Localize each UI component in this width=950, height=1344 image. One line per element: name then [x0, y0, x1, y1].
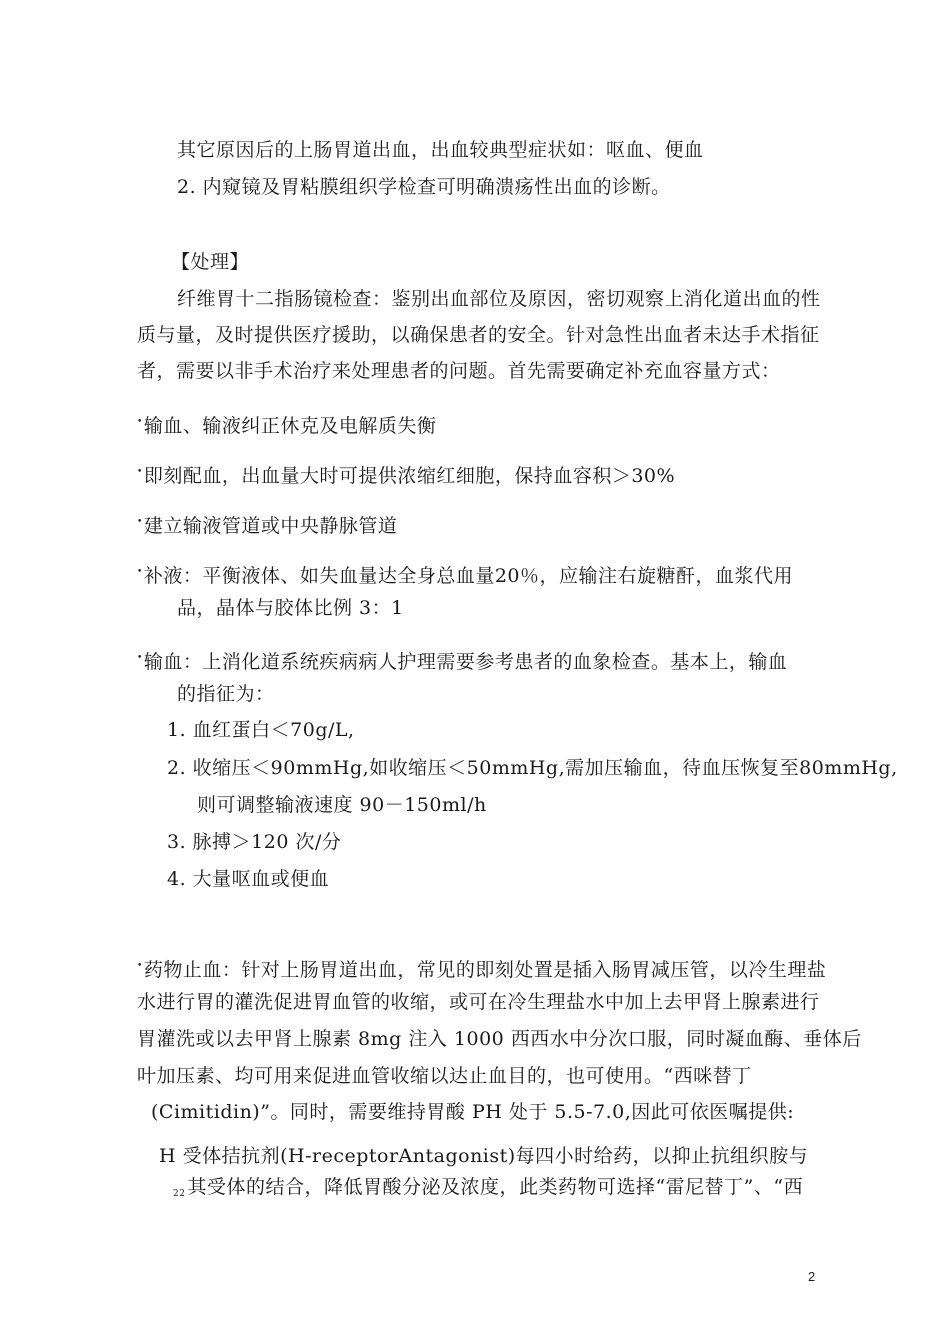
drug-line-6: H 受体拮抗剂(H-receptorAntagonist)每四小时给药，以抑止抗组织胺与 [159, 1145, 809, 1167]
indication-item-2-continuation: 则可调整输液速度 90－150ml/h [197, 794, 487, 816]
drug-line-4: 叶加压素、均可用来促进血管收缩以达止血目的，也可使用。“西咪替丁 [137, 1065, 752, 1087]
bullet-item-1 [137, 410, 436, 438]
para1-line-3: 者，需要以非手术治疗来处理患者的问题。首先需要确定补充血容量方式： [137, 360, 781, 382]
bullet-text: 补液：平衡液体、如失血量达全身总血量20％，应输注右旋糖酐，血浆代用 [143, 565, 793, 587]
bullet-icon: • [137, 517, 143, 527]
bullet-text: 建立输液管道或中央静脉管道 [143, 515, 398, 537]
drug-line-7 [173, 1175, 803, 1206]
para1-line-2: 质与量，及时提供医疗援助，以确保患者的安全。针对急性出血者未达手术指征 [137, 324, 820, 346]
bullet-item-4 [137, 560, 793, 588]
bullet-icon: • [137, 961, 143, 971]
page-number: 2 [808, 1269, 816, 1284]
drug-line-5: (Cimitidin)”。同时，需要维持胃酸 PH 处于 5.5-7.0,因此可依医嘱提供: [151, 1101, 795, 1123]
bullet-icon: • [137, 417, 143, 427]
para1-line-1: 纤维胃十二指肠镜检查：鉴别出血部位及原因，密切观察上消化道出血的性 [177, 288, 821, 310]
bullet-icon: • [137, 567, 143, 577]
indication-item-1: 1. 血红蛋白＜70g/L, [167, 719, 355, 741]
bullet-text: 即刻配血，出血量大时可提供浓缩红细胞，保持血容积＞30% [143, 465, 676, 487]
indication-item-3: 3. 脉搏＞120 次/分 [167, 831, 342, 853]
bullet-icon: • [137, 653, 143, 663]
drug-line-2: 水进行胃的灌洗促进胃血管的收缩，或可在冷生理盐水中加上去甲肾上腺素进行 [137, 991, 820, 1013]
drug-text: 药物止血：针对上肠胃道出血，常见的即刻处置是插入肠胃减压管，以冷生理盐 [143, 959, 827, 981]
drug-line-1 [137, 954, 826, 982]
bullet-item-4-continuation: 品，晶体与胶体比例 3：1 [177, 597, 404, 619]
indication-item-4: 4. 大量呕血或便血 [167, 868, 330, 890]
bullet-text: 输血、输液纠正休克及电解质失衡 [143, 415, 437, 437]
bullet-item-3 [137, 510, 397, 538]
drug-text: 其受体的结合，降低胃酸分泌及浓度，此类药物可选择“雷尼替丁”、“西 [187, 1176, 804, 1198]
intro-line-2: 2. 内窥镜及胃粘膜组织学检查可明确溃疡性出血的诊断。 [177, 176, 671, 198]
intro-line-1: 其它原因后的上肠胃道出血，出血较典型症状如：呕血、便血 [177, 139, 704, 161]
bullet-icon: • [137, 467, 143, 477]
bullet-item-5 [137, 646, 787, 674]
bullet-item-2 [137, 460, 675, 488]
section-heading: 【处理】 [171, 251, 250, 273]
indication-item-2: 2. 收缩压＜90mmHg,如收缩压＜50mmHg,需加压输血，待血压恢复至80mmHg, [167, 757, 898, 779]
bullet-item-5-continuation: 的指征为： [177, 683, 275, 705]
bullet-text: 输血：上消化道系统疾病病人护理需要参考患者的血象检查。基本上，输血 [143, 651, 788, 673]
drug-line-3: 胃灌洗或以去甲肾上腺素 8mg 注入 1000 西西水中分次口服，同时凝血酶、垂体后 [137, 1028, 862, 1050]
subscript-number: 22 [173, 1189, 186, 1199]
